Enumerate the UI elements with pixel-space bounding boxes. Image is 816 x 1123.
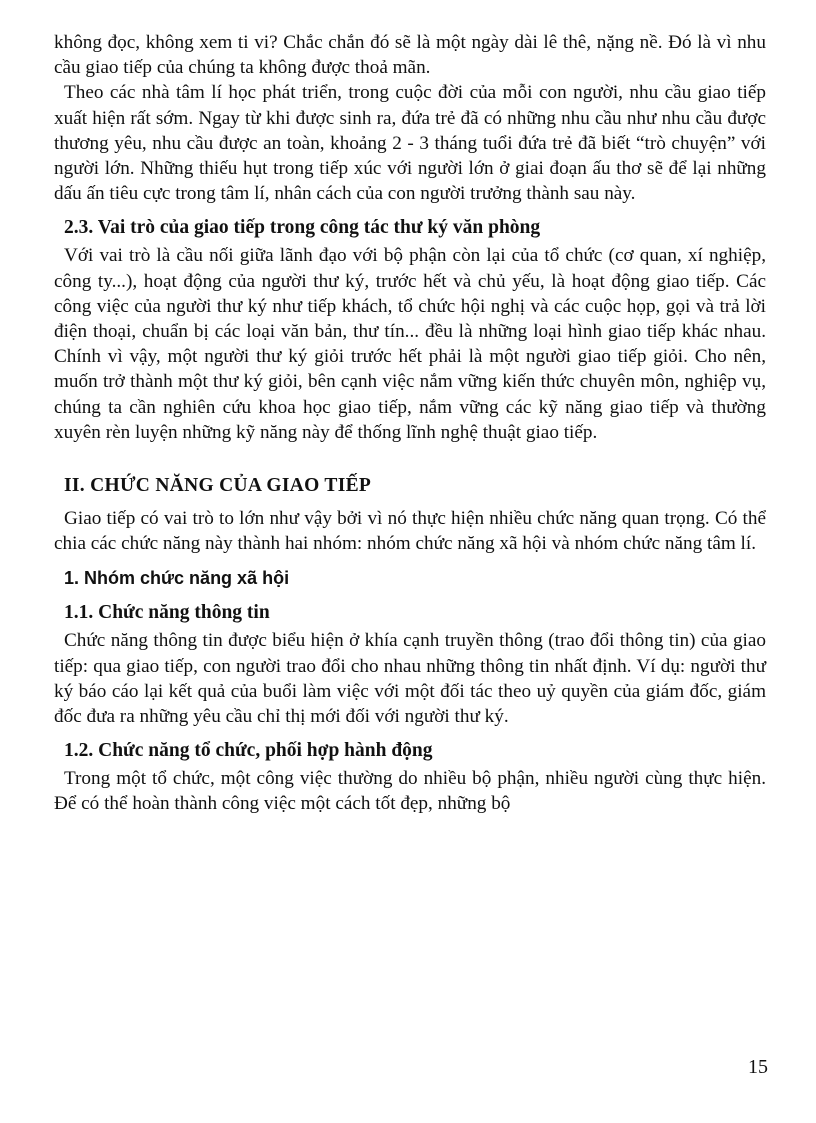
page-body	[54, 30, 766, 817]
heading-section-ii: II. CHỨC NĂNG CỦA GIAO TIẾP	[64, 475, 372, 497]
paragraph-secretary-role: Với vai trò là cầu nối giữa lãnh đạo với bộ phận còn lại của tổ chức (cơ quan, xí nghiệp, công ty...), hoạt động của người thư ký, trước hết và chủ yếu, là hoạt động giao tiếp. Các công việc của người thư ký như tiếp khách, tổ chức hội nghị và các cuộc họp, gọi và trả lời điện thoại, chuẩn bị các loại văn bản, thư tín... đều là những loại hình giao tiếp khác nhau. Chính vì vậy, một người thư ký giỏi trước hết phải là một người giao tiếp giỏi. Cho nên, muốn trở thành một thư ký giỏi, bên cạnh việc nắm vững kiến thức chuyên môn, nghiệp vụ, chúng ta cần nghiên cứu khoa học giao tiếp, nắm vững các kỹ năng giao tiếp và thường xuyên rèn luyện những kỹ năng này để thống lĩnh nghệ thuật giao tiếp.	[54, 245, 766, 443]
heading-1-social-functions: 1. Nhóm chức năng xã hội	[64, 568, 290, 589]
heading-1-1-information: 1.1. Chức năng thông tin	[64, 602, 270, 624]
paragraph-coordination-function: Trong một tổ chức, một công việc thường do nhiều bộ phận, nhiều người cùng thực hiện. Để có thể hoàn thành công việc một cách tốt đẹp, những bộ	[54, 768, 766, 815]
paragraph-developmental-psychology: Theo các nhà tâm lí học phát triển, trong cuộc đời của mỗi con người, nhu cầu giao tiếp xuất hiện rất sớm. Ngay từ khi được sinh ra, đứa trẻ đã có những nhu cầu như nhu cầu được thương yêu, nhu cầu được an toàn, khoảng 2 - 3 tháng tuổi đứa trẻ đã biết “trò chuyện” với người lớn. Những thiếu hụt trong tiếp xúc với người lớn ở giai đoạn ấu thơ sẽ để lại những dấu ấn tiêu cực trong tâm lí, nhân cách của con người trưởng thành sau này.	[54, 82, 766, 205]
heading-1-2-coordination: 1.2. Chức năng tổ chức, phối hợp hành động	[64, 740, 433, 762]
paragraph-information-function: Chức năng thông tin được biểu hiện ở khía cạnh truyền thông (trao đổi thông tin) của giao tiếp: qua giao tiếp, con người trao đổi cho nhau những thông tin nhất định. Ví dụ: người thư ký báo cáo lại kết quả của buổi làm việc với một đối tác theo uỷ quyền của giám đốc, giám đốc đưa ra những yêu cầu chỉ thị mới đối với người thư ký.	[54, 630, 766, 728]
heading-2-3: 2.3. Vai trò của giao tiếp trong công tác thư ký văn phòng	[64, 217, 541, 239]
paragraph-functions-intro: Giao tiếp có vai trò to lớn như vậy bởi vì nó thực hiện nhiều chức năng quan trọng. Có thể chia các chức năng này thành hai nhóm: nhóm chức năng xã hội và nhóm chức năng tâm lí.	[54, 508, 766, 555]
page-number: 15	[748, 1056, 768, 1078]
paragraph-continued: không đọc, không xem ti vi? Chắc chắn đó sẽ là một ngày dài lê thê, nặng nề. Đó là vì nhu cầu giao tiếp của chúng ta không được thoả mãn.	[54, 32, 766, 79]
